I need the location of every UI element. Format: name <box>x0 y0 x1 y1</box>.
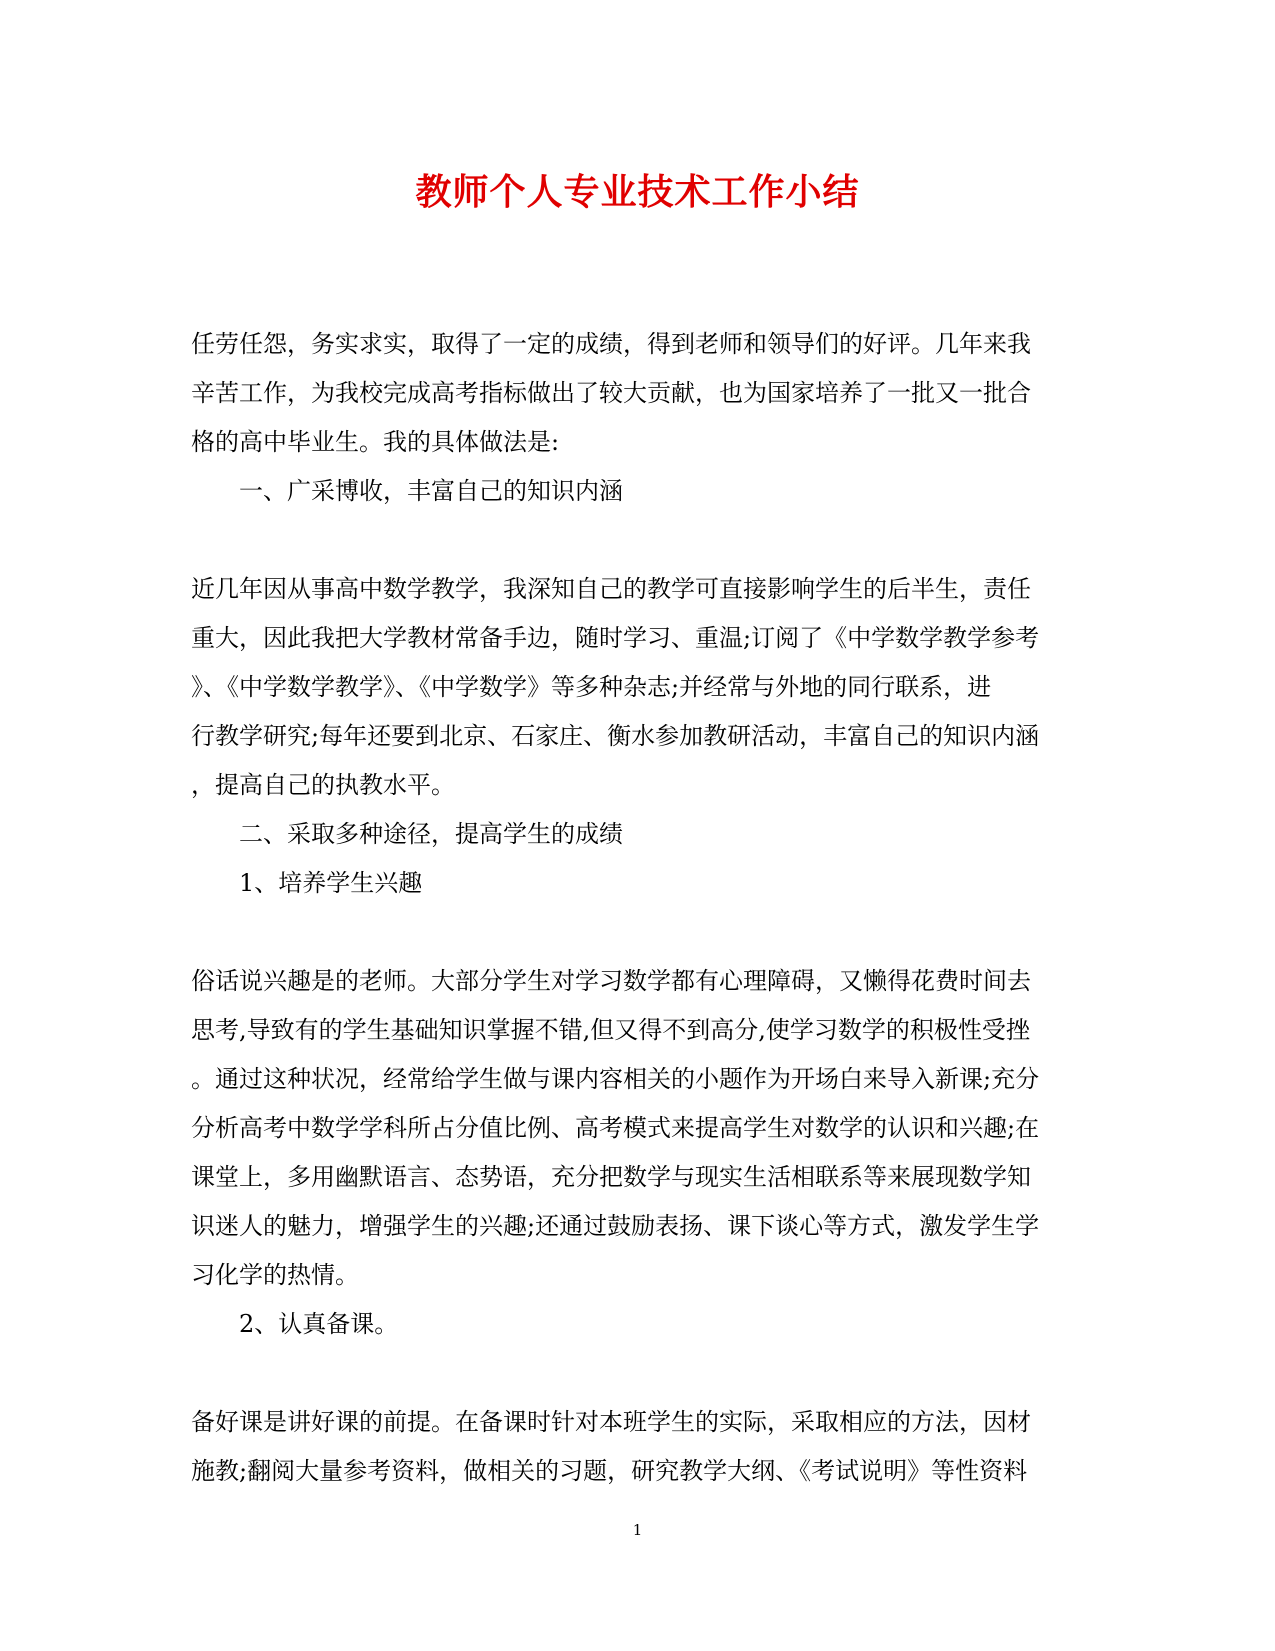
paragraph-line: 》、《中学数学教学》、《中学数学》等多种杂志;并经常与外地的同行联系，进 <box>191 673 992 701</box>
paragraph-gap <box>191 516 1091 565</box>
paragraph-line: 。通过这种状况，经常给学生做与课内容相关的小题作为开场白来导入新课;充分 <box>191 1065 1040 1093</box>
subsection-heading: 1、培养学生兴趣 <box>239 869 423 897</box>
section-heading: 二、采取多种途径，提高学生的成绩 <box>239 820 623 848</box>
paragraph-line: 近几年因从事高中数学教学，我深知自己的教学可直接影响学生的后半生，责任 <box>191 575 1031 603</box>
paragraph-line: 备好课是讲好课的前提。在备课时针对本班学生的实际，采取相应的方法，因材 <box>191 1408 1031 1436</box>
paragraph-line: 重大，因此我把大学教材常备手边，随时学习、重温;订阅了《中学数学教学参考 <box>191 624 1040 652</box>
paragraph-line: 任劳任怨，务实求实，取得了一定的成绩，得到老师和领导们的好评。几年来我 <box>191 330 1031 358</box>
paragraph-line: 习化学的热情。 <box>191 1261 359 1289</box>
paragraph-line: 施教;翻阅大量参考资料，做相关的习题，研究教学大纲、《考试说明》等性资料 <box>191 1457 1028 1485</box>
section-heading: 一、广采博收，丰富自己的知识内涵 <box>239 477 623 505</box>
paragraph-line: 识迷人的魅力，增强学生的兴趣;还通过鼓励表扬、课下谈心等方式，激发学生学 <box>191 1212 1040 1240</box>
paragraph-line: 课堂上，多用幽默语言、态势语，充分把数学与现实生活相联系等来展现数学知 <box>191 1163 1031 1191</box>
paragraph-line: 辛苦工作，为我校完成高考指标做出了较大贡献，也为国家培养了一批又一批合 <box>191 379 1031 407</box>
paragraph-gap <box>191 908 1091 957</box>
paragraph-line: ，提高自己的执教水平。 <box>191 771 455 799</box>
document-body <box>191 320 1091 1496</box>
page-number: 1 <box>632 1521 643 1539</box>
paragraph-line: 格的高中毕业生。我的具体做法是: <box>191 428 560 456</box>
paragraph-line: 分析高考中数学学科所占分值比例、高考模式来提高学生对数学的认识和兴趣;在 <box>191 1114 1040 1142</box>
paragraph-line: 思考,导致有的学生基础知识掌握不错,但又得不到高分,使学习数学的积极性受挫 <box>191 1016 1030 1044</box>
paragraph-line: 行教学研究;每年还要到北京、石家庄、衡水参加教研活动，丰富自己的知识内涵 <box>191 722 1040 750</box>
paragraph-line: 俗话说兴趣是的老师。大部分学生对学习数学都有心理障碍，又懒得花费时间去 <box>191 967 1031 995</box>
subsection-heading: 2、认真备课。 <box>239 1310 399 1338</box>
document-title: 教师个人专业技术工作小结 <box>415 171 860 213</box>
paragraph-gap <box>191 1349 1091 1398</box>
